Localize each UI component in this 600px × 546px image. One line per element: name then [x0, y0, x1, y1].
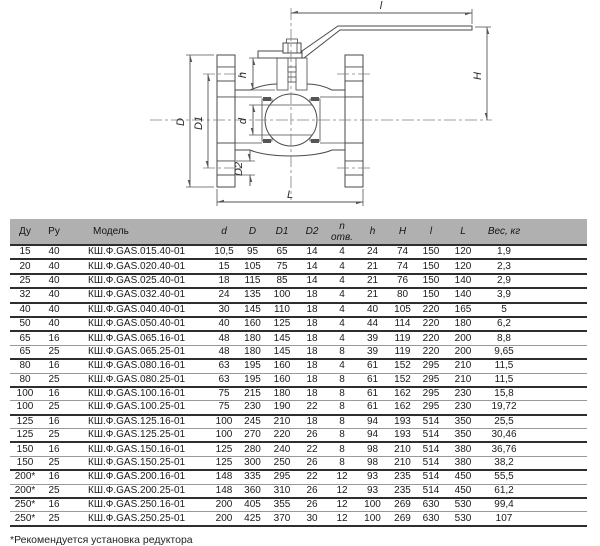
table-row: 250* 25 КШ.Ф.GAS.250.25-01 200 425 370 30 12 100 269 630 530 107	[10, 512, 587, 526]
col-header-weight: Вес, кг	[481, 219, 527, 245]
table-row: 125 25 КШ.Ф.GAS.125.25-01 100 270 220 26 8 94 193 514 350 30,46	[10, 429, 587, 443]
table-row: 100 16 КШ.Ф.GAS.100.16-01 75 215 180 18 8 61 162 295 230 15,8	[10, 387, 587, 401]
table-row: 250* 16 КШ.Ф.GAS.250.16-01 200 405 355 26 12 100 269 630 530 99,4	[10, 498, 587, 512]
dim-label-h: h	[237, 71, 249, 79]
dim-label-L: L	[286, 189, 294, 201]
table-header-row	[10, 219, 587, 245]
table-row: 100 25 КШ.Ф.GAS.100.25-01 75 230 190 22 8 61 162 295 230 19,72	[10, 401, 587, 415]
table-row: 80 16 КШ.Ф.GAS.080.16-01 63 195 160 18 4 61 152 295 210 11,5	[10, 359, 587, 373]
ball-valve-section-drawing	[0, 0, 600, 215]
stem-neck	[277, 58, 307, 90]
footnote: *Рекомендуется установка редуктора	[10, 533, 193, 546]
table-row: 150 16 КШ.Ф.GAS.150.16-01 125 280 240 22 8 98 210 514 380 36,76	[10, 442, 587, 456]
col-header-h: h	[357, 219, 388, 245]
dimensions-table	[10, 219, 587, 527]
table-row: 40 40 КШ.Ф.GAS.040.40-01 30 145 110 18 4 40 105 220 165 5	[10, 303, 587, 317]
table-row: 200* 16 КШ.Ф.GAS.200.16-01 148 335 295 22 12 93 235 514 450 55,5	[10, 470, 587, 484]
handle-lever	[258, 26, 472, 58]
table-row: 50 40 КШ.Ф.GAS.050.40-01 40 160 125 18 4 44 114 220 180 6,2	[10, 317, 587, 331]
table-row: 15 40 КШ.Ф.GAS.015.40-01 10,5 95 65 14 4 24 74 150 120 1,9	[19, 246, 511, 258]
table-row: 32 40 КШ.Ф.GAS.032.40-01 24 135 100 18 4 21 80 150 140 3,9	[10, 288, 587, 302]
col-header-L: L	[445, 219, 481, 245]
col-header-model: Модель	[68, 219, 210, 245]
dim-label-D: D	[175, 118, 187, 126]
dim-label-d: d	[237, 117, 249, 125]
table-row: 200* 25 КШ.Ф.GAS.200.25-01 148 360 310 26 12 93 235 514 450 61,2	[10, 484, 587, 498]
table-row: 65 16 КШ.Ф.GAS.065.16-01 48 180 145 18 4 39 119 220 200 8,8	[10, 331, 587, 345]
table-row: 20 40 КШ.Ф.GAS.020.40-01 15 105 75 14 4 21 74 150 120 2,3	[10, 259, 587, 273]
centerlines	[150, 8, 492, 200]
col-header-l: l	[417, 219, 445, 245]
col-header-D: D	[238, 219, 267, 245]
col-header-n-holes: n отв.	[327, 219, 357, 245]
col-header-H: H	[388, 219, 417, 245]
right-flange	[345, 55, 363, 187]
stem-nut	[283, 43, 301, 53]
table-body	[10, 245, 587, 526]
table-row: 25 40 КШ.Ф.GAS.025.40-01 18 115 85 14 4 21 76 150 140 2,9	[10, 274, 587, 288]
dim-label-l: l	[379, 0, 383, 12]
table-row: 80 25 КШ.Ф.GAS.080.25-01 63 195 160 18 8 61 152 295 210 11,5	[10, 373, 587, 387]
table-row: 125 16 КШ.Ф.GAS.125.16-01 100 245 210 18 8 94 193 514 350 25,5	[10, 415, 587, 429]
col-header-D2: D2	[297, 219, 327, 245]
dim-label-D1: D1	[193, 115, 205, 131]
col-header-d: d	[210, 219, 238, 245]
col-header-spacer	[527, 219, 587, 245]
col-header-du: Ду	[10, 219, 40, 245]
table-row: 65 25 КШ.Ф.GAS.065.25-01 48 180 145 18 8 39 119 220 200 9,65	[10, 345, 587, 359]
table-row: 150 25 КШ.Ф.GAS.150.25-01 125 300 250 26 8 98 210 514 380 38,2	[10, 456, 587, 470]
col-header-pu: Ру	[40, 219, 68, 245]
dim-label-D2: D2	[233, 161, 245, 177]
col-header-D1: D1	[267, 219, 297, 245]
dim-label-H: H	[472, 72, 484, 80]
